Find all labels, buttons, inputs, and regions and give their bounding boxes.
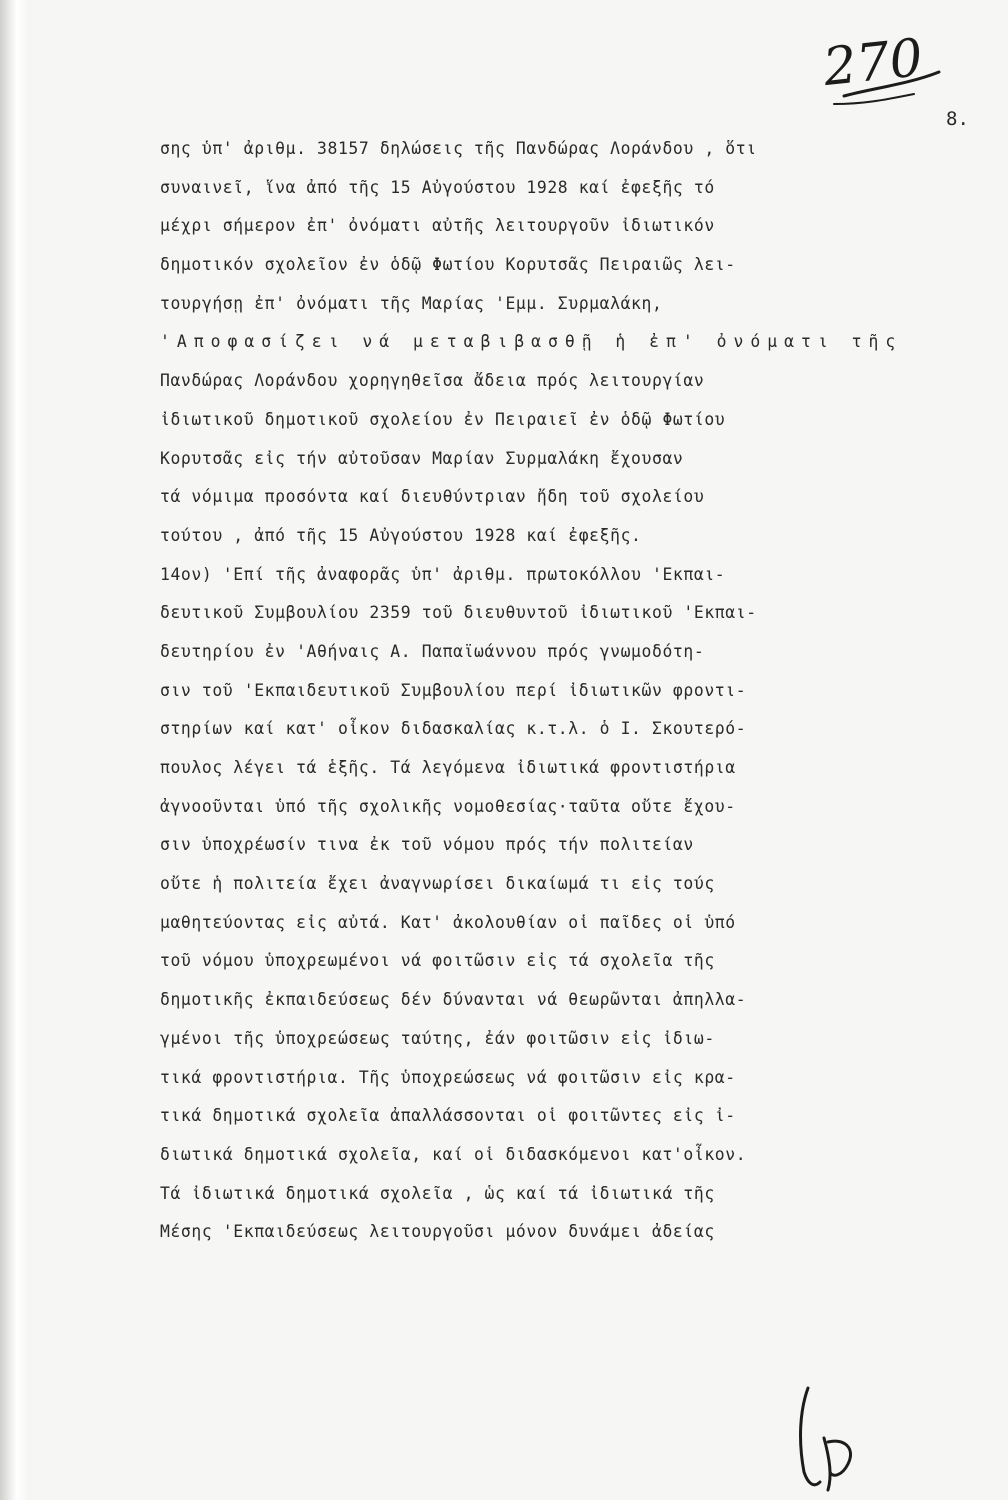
typed-text-block — [160, 130, 988, 1252]
text-line: μέχρι σήμερον ἐπ' ὀνόματι αὐτῆς λειτουργοῦν ἰδιωτικόν — [160, 216, 715, 236]
folio-number-handwritten — [814, 18, 944, 128]
text-line: Πανδώρας Λοράνδου χορηγηθεῖσα ἄδεια πρός λειτουργίαν — [160, 371, 705, 391]
text-line: δευτικοῦ Συμβουλίου 2359 τοῦ διευθυντοῦ ἰδιωτικοῦ 'Εκπαι- — [160, 603, 757, 623]
text-line: Τά ἰδιωτικά δημοτικά σχολεῖα , ὡς καί τά ἰδιωτικά τῆς — [160, 1183, 715, 1203]
text-line: στηρίων καί κατ' οἶκον διδασκαλίας κ.τ.λ. ὁ Ι. Σκουτερό- — [160, 719, 747, 739]
text-line: τούτου , ἀπό τῆς 15 Αὐγούστου 1928 καί ἐφεξῆς. — [160, 525, 642, 545]
folio-number-text: 270 — [820, 28, 926, 99]
text-line: τικά φροντιστήρια. Τῆς ὑποχρεώσεως νά φοιτῶσιν εἰς κρα- — [160, 1067, 736, 1087]
text-line: τοῦ νόμου ὑποχρεωμένοι νά φοιτῶσιν εἰς τά σχολεῖα τῆς — [160, 951, 715, 971]
text-line: πουλος λέγει τά ἑξῆς. Τά λεγόμενα ἰδιωτικά φροντιστήρια — [160, 758, 736, 777]
text-line: τουργήσῃ ἐπ' ὀνόματι τῆς Μαρίας 'Εμμ. Συρμαλάκη, — [160, 293, 663, 313]
text-line: τικά δημοτικά σχολεῖα ἀπαλλάσσονται οἱ φοιτῶντες εἰς ἰ- — [160, 1106, 736, 1126]
text-line: δημοτικῆς ἐκπαιδεύσεως δέν δύνανται νά θεωρῶνται ἀπηλλα- — [160, 990, 747, 1010]
text-line: οὔτε ἡ πολιτεία ἔχει ἀναγνωρίσει δικαίωμά τι εἰς τούς — [160, 874, 715, 894]
text-line: δημοτικόν σχολεῖον ἐν ὁδῷ Φωτίου Κορυτσᾶς Πειραιῶς λει- — [160, 255, 736, 275]
scan-edge — [0, 0, 30, 1500]
text-line: γμένοι τῆς ὑποχρεώσεως ταύτης, ἐάν φοιτῶσιν εἰς ἰδιω- — [160, 1028, 715, 1048]
text-line: μαθητεύοντας εἰς αὐτά. Κατ' ἀκολουθίαν οἱ παῖδες οἱ ὑπό — [160, 912, 736, 932]
text-line: διωτικά δημοτικά σχολεῖα, καί οἱ διδασκόμενοι κατ'οἶκον. — [160, 1144, 747, 1164]
text-line: σιν τοῦ 'Εκπαιδευτικοῦ Συμβουλίου περί ἰδιωτικῶν φροντι- — [160, 680, 747, 700]
text-line: 14ον) 'Επί τῆς ἀναφορᾶς ὑπ' ἀριθμ. πρωτοκόλλου 'Εκπαι- — [160, 564, 726, 584]
text-line: δευτηρίου ἐν 'Αθήναις Α. Παπαϊωάννου πρός γνωμοδότη- — [160, 641, 705, 661]
text-line: σιν ὑποχρέωσίν τινα ἐκ τοῦ νόμου πρός τήν πολιτείαν — [160, 835, 694, 855]
text-line: τά νόμιμα προσόντα καί διευθύντριαν ἤδη τοῦ σχολείου — [160, 487, 705, 507]
handwritten-initials — [770, 1380, 880, 1495]
decision-line: 'Αποφασίζει νά μεταβιβασθῇ ἡ ἐπ' ὀνόματι τῆς — [160, 332, 903, 352]
text-line: συναινεῖ, ἵνα ἀπό τῆς 15 Αὐγούστου 1928 καί ἐφεξῆς τό — [160, 177, 715, 197]
text-line: Κορυτσᾶς εἰς τήν αὐτοῦσαν Μαρίαν Συρμαλάκη ἔχουσαν — [160, 448, 684, 468]
text-line: ἀγνοοῦνται ὑπό τῆς σχολικῆς νομοθεσίας·ταῦτα οὔτε ἔχου- — [160, 796, 736, 816]
text-line: ἰδιωτικοῦ δημοτικοῦ σχολείου ἐν Πειραιεῖ ἐν ὁδῷ Φωτίου — [160, 409, 726, 429]
page-number: 8. — [946, 108, 969, 130]
text-line: Μέσης 'Εκπαιδεύσεως λειτουργοῦσι μόνον δυνάμει ἀδείας — [160, 1222, 715, 1242]
text-line: σης ὑπ' ἀριθμ. 38157 δηλώσεις τῆς Πανδώρας Λοράνδου , ὅτι — [160, 139, 757, 158]
